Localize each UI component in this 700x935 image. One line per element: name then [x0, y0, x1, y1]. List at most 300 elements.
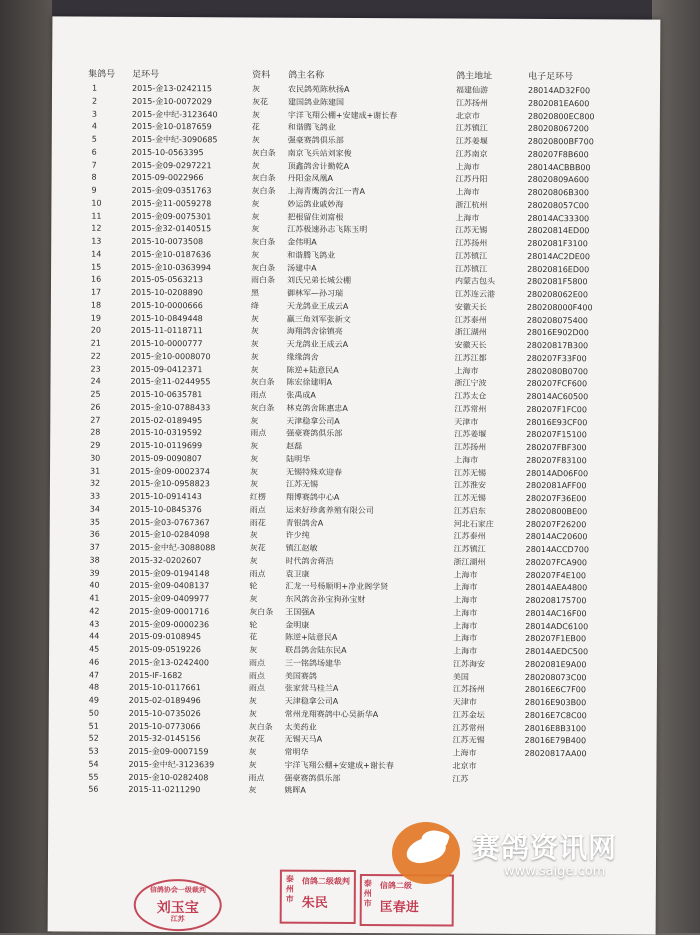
- cell-no: 49: [88, 695, 100, 705]
- cell-no: 38: [89, 555, 100, 565]
- cell-addr: 上海市: [453, 621, 478, 631]
- cell-ring: 2015-09-0519226: [129, 644, 202, 655]
- cell-no: 52: [88, 733, 99, 743]
- cell-addr: 江苏无锡: [453, 468, 487, 478]
- cell-ring: 2015-金10-0282408: [128, 772, 209, 782]
- cell-owner: 强豪赛鸽俱乐部: [287, 135, 344, 145]
- cell-chip: 280207FCA900: [525, 557, 588, 567]
- cell-owner: 和谐腾飞鸽业: [287, 122, 336, 133]
- cell-addr: 内蒙古包头: [454, 276, 496, 286]
- cell-chip: 280207F1FC00: [526, 404, 587, 414]
- cell-no: 26: [90, 402, 101, 412]
- cell-no: 20: [90, 325, 101, 335]
- header-chip: 电子足环号: [528, 71, 574, 83]
- cell-owner: 美国赛鸽: [284, 671, 317, 681]
- cell-addr: 上海市: [452, 748, 477, 758]
- cell-no: 48: [88, 682, 100, 692]
- cell-no: 22: [90, 351, 101, 361]
- cell-info: 灰: [250, 326, 259, 336]
- referee-stamp-1: [134, 879, 222, 931]
- cell-ring: 2015-10-0117661: [128, 683, 201, 693]
- cell-addr: 江苏扬州: [455, 98, 488, 108]
- cell-addr: 上海市: [454, 455, 479, 465]
- cell-owner: 江苏极速孙志飞陈玉明: [287, 224, 368, 235]
- cell-chip: 28020806​2E00: [526, 289, 589, 300]
- cell-chip: 2802080B0700: [526, 366, 589, 376]
- cell-owner: 金伟明A: [287, 237, 317, 247]
- cell-ring: 2015-11-0211290: [128, 785, 201, 795]
- cell-info: 灰花: [251, 97, 268, 107]
- cell-owner: 镇江赵敏: [285, 543, 318, 553]
- cell-info: 灰白条: [250, 377, 275, 387]
- cell-no: 41: [89, 593, 100, 603]
- table-row: [48, 784, 656, 799]
- cell-info: 灰: [250, 364, 259, 374]
- cell-info: 灰: [248, 760, 257, 770]
- cell-chip: 280207F83100: [526, 455, 587, 465]
- cell-info: 雨点: [250, 428, 267, 438]
- cell-owner: 天龙鸽业王成云A: [286, 301, 349, 311]
- cell-chip: 28020806B300: [527, 187, 589, 198]
- cell-addr: 江苏扬州: [455, 238, 488, 248]
- cell-info: 雨点: [249, 505, 266, 515]
- cell-no: 19: [90, 313, 102, 323]
- cell-addr: 上海市: [453, 633, 478, 643]
- cell-chip: 2802081​7AA00: [524, 748, 587, 759]
- cell-owner: 宇洋飞翔公棚+安建成+谢长春: [284, 760, 394, 770]
- cell-no: 15: [91, 262, 102, 272]
- cell-addr: 江苏丹阳: [455, 174, 488, 184]
- cell-addr: 江苏泰州: [454, 315, 487, 325]
- cell-no: 56: [88, 784, 99, 794]
- cell-owner: 丹阳金凤凰A: [287, 173, 334, 184]
- cell-ring: 2015-金09-0002374: [129, 466, 210, 476]
- watermark: [380, 818, 700, 894]
- cell-owner: 陈逆+陆意民A: [286, 365, 339, 375]
- cell-owner: 姚晖A: [284, 785, 306, 796]
- cell-owner: 张家营马桂兰A: [284, 683, 339, 694]
- cell-owner: 天津稳拿公司A: [286, 416, 340, 426]
- cell-ring: 2015-10-0208890: [130, 287, 203, 298]
- cell-chip: 28020800EC800: [527, 111, 595, 121]
- cell-ring: 2015-09-0022966: [131, 173, 204, 183]
- cell-no: 3: [91, 109, 98, 119]
- cell-addr: 北京市: [452, 761, 477, 771]
- cell-ring: 2015-10-0845376: [129, 504, 202, 514]
- cell-chip: 28016E79B400: [524, 736, 587, 746]
- cell-no: 44: [89, 631, 100, 641]
- cell-info: 灰: [249, 466, 259, 476]
- cell-owner: 赢三角刘军张新文: [286, 314, 351, 324]
- cell-info: 灰: [250, 415, 259, 425]
- cell-owner: 太美药业: [284, 722, 317, 732]
- cell-owner: 刘氏兄弟长城公棚: [286, 275, 352, 286]
- cell-chip: 280207F1EB00: [525, 634, 587, 644]
- stamp-name: 刘玉宝: [156, 899, 199, 917]
- cell-ring: 2015-11-0118711: [130, 326, 203, 336]
- cell-no: 30: [90, 453, 101, 463]
- cell-no: 40: [89, 580, 100, 590]
- cell-no: 5: [91, 134, 97, 144]
- cell-owner: 强豪赛鸽俱乐部: [286, 428, 343, 439]
- cell-info: 绛: [250, 301, 259, 311]
- cell-no: 28: [90, 427, 101, 437]
- cell-info: 灰: [249, 556, 258, 566]
- cell-no: 32: [89, 478, 101, 488]
- cell-owner: 南京飞兵站刘家俊: [287, 148, 352, 158]
- cell-addr: 上海市: [455, 162, 480, 172]
- cell-addr: 安徽天长: [454, 340, 487, 350]
- cell-ring: 2015-金11-0244955: [130, 377, 211, 387]
- cell-chip: 280207F15100: [526, 430, 587, 440]
- cell-ring: 2015-金10-0187636: [131, 249, 212, 259]
- cell-no: 34: [89, 504, 101, 514]
- cell-info: 灰: [250, 441, 259, 451]
- cell-ring: 2015-02-0189495: [130, 415, 203, 425]
- cell-ring: 2015-10-0635781: [130, 389, 203, 400]
- cell-ring: 2015-金13-0242400: [128, 657, 209, 667]
- cell-addr: 河北石家庄: [453, 519, 494, 529]
- pigeon-logo-icon: [392, 822, 460, 884]
- cell-owner: 御林军—孙习瑞: [286, 288, 343, 298]
- cell-info: 灰白条: [251, 262, 276, 273]
- cell-owner: 江苏无锡: [285, 479, 318, 490]
- cell-chip: 2802080​0BE00: [525, 506, 588, 516]
- cell-info: 花: [251, 122, 260, 132]
- cell-no: 43: [89, 619, 100, 629]
- cell-no: 51: [88, 721, 99, 731]
- cell-info: 灰: [251, 109, 260, 120]
- cell-info: 雨白条: [250, 275, 276, 285]
- cell-owner: 常明华: [284, 747, 309, 757]
- cell-no: 7: [91, 160, 97, 170]
- cell-no: 47: [88, 670, 100, 680]
- cell-no: 46: [88, 657, 100, 667]
- cell-info: 灰: [251, 160, 260, 171]
- watermark-name: 赛鸽资讯网: [472, 831, 618, 864]
- cell-chip: 2802081F3100: [527, 238, 588, 249]
- cell-owner: 宇洋飞翔公棚+安建成+谢长春: [287, 110, 398, 120]
- cell-info: 雨点: [248, 658, 266, 668]
- cell-ring: 2015-10-0563395: [131, 147, 204, 157]
- cell-chip: 28014AC60500: [526, 391, 589, 402]
- cell-no: 39: [89, 568, 100, 578]
- cell-ring: 2015-金09-0408137: [129, 581, 210, 591]
- stamp-top-text: 信鸽二级: [379, 880, 412, 891]
- cell-no: 24: [90, 376, 101, 386]
- cell-no: 13: [91, 236, 102, 246]
- cell-ring: 2015-金09-0297221: [131, 160, 212, 170]
- cell-ring: 2015-10-0773066: [128, 721, 201, 731]
- cell-addr: 上海市: [455, 213, 480, 223]
- cell-info: 灰白条: [251, 237, 276, 247]
- cell-info: 雨花: [249, 517, 266, 528]
- cell-addr: 江苏连云港: [454, 289, 495, 299]
- cell-no: 53: [88, 746, 99, 756]
- cell-addr: 江苏金坛: [452, 710, 485, 720]
- cell-ring: 2015-32-0202607: [129, 555, 202, 565]
- cell-no: 25: [90, 389, 101, 399]
- cell-addr: 上海市: [453, 595, 478, 605]
- cell-addr: 江苏无锡: [455, 225, 488, 235]
- stamp-name: 匡春进: [379, 900, 419, 916]
- cell-info: 灰: [250, 352, 259, 362]
- cell-owner: 时代鸽舍蒋浩: [285, 556, 334, 566]
- cell-no: 18: [90, 300, 102, 310]
- cell-no: 37: [89, 542, 100, 552]
- cell-info: 雨点: [250, 390, 267, 400]
- cell-chip: 28014ACBBB00: [527, 162, 591, 172]
- cell-ring: 2015-金09-0075301: [131, 211, 212, 221]
- cell-chip: 280207F33F00: [526, 353, 587, 363]
- cell-addr: 上海市: [453, 582, 478, 592]
- cell-info: 雨点: [248, 772, 265, 783]
- cell-owner: 无锡特殊欢迎春: [285, 467, 343, 477]
- cell-chip: 2802081​7B300: [526, 340, 589, 351]
- cell-no: 14: [91, 249, 102, 259]
- header-owner: 鸽主名称: [288, 70, 325, 81]
- cell-addr: 江苏扬州: [452, 684, 485, 694]
- cell-no: 11: [91, 211, 102, 221]
- cell-addr: 上海市: [453, 570, 478, 580]
- cell-ring: 2015-金中纪-3090685: [131, 134, 218, 145]
- cell-info: 灰: [248, 785, 257, 795]
- cell-info: 灰: [251, 199, 260, 209]
- cell-addr: 江苏姜堰: [454, 429, 487, 439]
- cell-addr: 江苏海安: [452, 659, 486, 669]
- cell-owner: 袁卫康: [285, 569, 310, 579]
- cell-addr: 江苏扬州: [454, 442, 487, 452]
- cell-info: 雨点: [248, 683, 265, 693]
- cell-addr: 江苏常州: [454, 404, 487, 414]
- cell-no: 45: [89, 644, 100, 654]
- cell-ring: 2015-金10-0958823: [129, 479, 210, 489]
- cell-info: 轮: [249, 619, 258, 629]
- cell-no: 55: [88, 772, 99, 782]
- cell-ring: 2015-金10-0187659: [131, 122, 212, 132]
- cell-ring: 2015-IF-1682: [128, 670, 183, 680]
- cell-no: 21: [90, 338, 101, 348]
- cell-chip: 28014AC16F00: [525, 608, 587, 618]
- cell-ring: 2015-金10-0008070: [130, 351, 211, 361]
- cell-chip: 280208000F400: [526, 302, 593, 312]
- cell-addr: 江苏泰州: [453, 531, 486, 541]
- cell-addr: 江苏淮安: [453, 480, 486, 490]
- stamp-bottom-text: 江苏: [170, 914, 185, 924]
- cell-addr: 江苏无锡: [453, 493, 486, 503]
- cell-chip: 28016E902D00: [526, 328, 589, 338]
- cell-addr: 天津市: [454, 417, 479, 427]
- cell-owner: 海翔鸽舍徐镇亮: [286, 326, 343, 337]
- cell-owner: 赵磊: [286, 441, 303, 451]
- cell-ring: 2015-金13-0242115: [132, 83, 212, 94]
- cell-ring: 2015-10-0849448: [130, 313, 203, 323]
- cell-ring: 2015-10-0735026: [128, 708, 201, 718]
- cell-chip: 28016E7C8C00: [524, 710, 587, 720]
- cell-owner: 运来好珍禽养殖有限公司: [285, 505, 374, 515]
- cell-addr: 江苏江都: [454, 353, 487, 363]
- cell-no: 12: [91, 223, 102, 233]
- cell-addr: 江苏镇江: [455, 251, 488, 261]
- cell-info: 花: [249, 632, 258, 642]
- cell-chip: 28020809A600: [527, 175, 590, 185]
- cell-info: 灰: [251, 211, 260, 222]
- cell-info: 黑: [250, 288, 259, 298]
- cell-owner: 林克鸽舍陈惠忠A: [286, 403, 348, 413]
- cell-owner: 青银鸽舍A: [285, 518, 324, 528]
- cell-ring: 2015-金32-0140515: [131, 224, 212, 234]
- cell-no: 54: [88, 759, 99, 769]
- cell-ring: 2015-09-0090807: [130, 453, 203, 463]
- cell-addr: 江苏常州: [452, 723, 485, 733]
- cell-owner: 三一铭鸽场建华: [284, 658, 342, 668]
- cell-ring: 2015-金09-0001716: [129, 606, 210, 616]
- cell-owner: 联昌鸽舍陆东民A: [285, 645, 347, 655]
- cell-owner: 汤建中A: [287, 263, 317, 273]
- cell-chip: 28020800BF700: [527, 136, 594, 147]
- cell-owner: 把根留住刘富根: [287, 212, 344, 222]
- cell-chip: 280207F8B600: [527, 149, 589, 159]
- cell-ring: 2015-10-0119699: [130, 440, 203, 451]
- cell-owner: 陆明华: [286, 454, 311, 464]
- cell-no: 1: [92, 83, 98, 93]
- cell-addr: 江苏无锡: [452, 735, 485, 745]
- cell-chip: 28014AEDC500: [525, 646, 589, 657]
- cell-no: 35: [89, 517, 100, 527]
- cell-chip: 280207F36E00: [525, 493, 587, 504]
- cell-chip: 28020807​3C00: [524, 672, 587, 682]
- cell-owner: 陈逆+陆意民A: [285, 632, 338, 643]
- referee-stamp-2: [280, 870, 356, 924]
- header-addr: 鸽主地址: [456, 71, 493, 82]
- cell-ring: 2015-10-0000666: [130, 300, 203, 310]
- cell-chip: 28020806720​0: [527, 124, 589, 134]
- cell-owner: 金明康: [285, 620, 310, 630]
- cell-chip: 28014AC2DE00: [527, 251, 591, 261]
- cell-info: 灰: [248, 696, 257, 706]
- cell-owner: 陈宏徐建明A: [286, 377, 332, 388]
- cell-ring: 2015-金09-0000236: [129, 619, 210, 629]
- cell-ring: 2015-32-0145156: [128, 734, 201, 744]
- stamp-name: 朱民: [301, 895, 328, 911]
- cell-addr: 天津市: [452, 697, 477, 707]
- cell-info: 灰: [250, 454, 259, 464]
- cell-addr: 上海市: [455, 187, 480, 197]
- header-no: 集鸽号: [88, 69, 116, 80]
- cell-chip: 28014AD32F00: [527, 85, 591, 96]
- cell-no: 17: [90, 287, 102, 297]
- cell-addr: 江苏启东: [453, 506, 486, 516]
- cell-owner: 东风鸽舍孙宝狗孙宝财: [285, 594, 366, 605]
- cell-ring: 2015-金10-0363994: [131, 262, 212, 272]
- cell-no: 9: [91, 185, 97, 195]
- header-info: 资料: [252, 70, 271, 81]
- cell-chip: 2802081F5800: [526, 277, 588, 287]
- cell-addr: 美国: [452, 672, 469, 682]
- cell-ring: 2015-10-0073508: [131, 236, 204, 247]
- cell-chip: 2802081E9A00: [524, 659, 587, 669]
- cell-chip: 28014AD06F00: [525, 468, 589, 478]
- cell-no: 31: [89, 466, 101, 476]
- cell-ring: 2015-金中纪-3123639: [128, 759, 215, 770]
- cell-owner: 和谐腾飞鸽业: [287, 250, 336, 260]
- cell-no: 8: [91, 172, 97, 182]
- cell-addr: 江苏太仓: [454, 391, 487, 401]
- cell-addr: 上海市: [453, 608, 478, 618]
- cell-addr: 上海市: [453, 646, 478, 656]
- document-sheet: [48, 16, 661, 934]
- cell-info: 灰: [248, 747, 257, 757]
- cell-chip: 2802081​6ED00: [527, 264, 590, 274]
- cell-ring: 2015-金09-0194148: [129, 568, 210, 578]
- cell-addr: 江苏镇江: [453, 544, 486, 554]
- cell-chip: 28020807​5400: [526, 315, 588, 325]
- cell-addr: 浙江湖州: [453, 557, 486, 567]
- cell-ring: 2015-10-0000777: [130, 338, 203, 349]
- cell-info: 灰白条: [249, 607, 274, 617]
- cell-chip: 28014AC20600: [525, 532, 588, 542]
- cell-ring: 2015-金11-0059278: [131, 198, 212, 208]
- cell-owner: 张禹成A: [286, 390, 316, 400]
- cell-chip: 28016E903B00: [524, 697, 587, 708]
- cell-info: 灰: [249, 479, 258, 489]
- cell-info: 灰白条: [251, 186, 276, 196]
- cell-owner: 天龙鸽业王成云A: [286, 339, 349, 349]
- header-ring: 足环号: [132, 69, 160, 80]
- cell-chip: 28020805​7C00: [527, 200, 590, 210]
- cell-ring: 2015-金10-0284098: [129, 530, 210, 540]
- cell-owner: 强豪赛鸽俱乐部: [284, 773, 341, 783]
- cell-owner: 农民鸽苑陈秋扬A: [287, 84, 350, 94]
- cell-owner: 许少纯: [285, 530, 310, 541]
- cell-owner: 翔博赛鸽中心A: [285, 492, 340, 502]
- cell-info: 灰: [250, 339, 259, 349]
- cell-info: 灰: [250, 313, 259, 323]
- cell-ring: 2015-金中纪-3088088: [129, 542, 216, 553]
- cell-info: 灰白条: [250, 403, 275, 413]
- cell-chip: 28014AEA4800: [525, 583, 588, 593]
- cell-no: 27: [90, 415, 101, 425]
- cell-addr: 江苏镇江: [455, 264, 488, 274]
- cell-info: 灰: [249, 530, 258, 540]
- cell-addr: 浙江宁波: [454, 378, 487, 388]
- cell-info: 雨点: [249, 568, 266, 579]
- cell-chip: 28016E8B3100: [524, 723, 587, 733]
- cell-no: 33: [89, 491, 101, 501]
- stamp-side-text: 泰州市: [363, 878, 372, 909]
- cell-addr: 江苏镇江: [455, 123, 488, 133]
- stamp-side-text: 泰州市: [285, 873, 294, 904]
- cell-owner: 建国鸽业陈建国: [287, 97, 344, 107]
- cell-addr: 江苏: [452, 774, 469, 784]
- stamp-top-text: 信鸽协会一级裁判: [149, 884, 206, 895]
- cell-addr: 浙江杭州: [455, 200, 488, 210]
- cell-owner: 上海青鹰鸽舍江一青A: [287, 186, 365, 197]
- cell-info: 红楞: [249, 492, 266, 502]
- cell-info: 灰: [249, 645, 258, 655]
- cell-addr: 安徽天长: [454, 302, 487, 312]
- cell-info: 灰白条: [248, 721, 273, 732]
- cell-ring: 2015-09-0108945: [129, 632, 202, 642]
- cell-chip: 2802081EA600: [527, 98, 590, 108]
- cell-owner: 缘缘鸽舍: [286, 352, 319, 362]
- cell-ring: 2015-05-0563213: [130, 275, 203, 285]
- cell-ring: 2015-10-0914143: [129, 491, 202, 502]
- cell-info: 灰花: [249, 543, 266, 553]
- cell-chip: 28016E93CF00: [526, 417, 588, 427]
- cell-no: 10: [91, 198, 102, 208]
- cell-addr: 江苏姜堰: [455, 136, 488, 146]
